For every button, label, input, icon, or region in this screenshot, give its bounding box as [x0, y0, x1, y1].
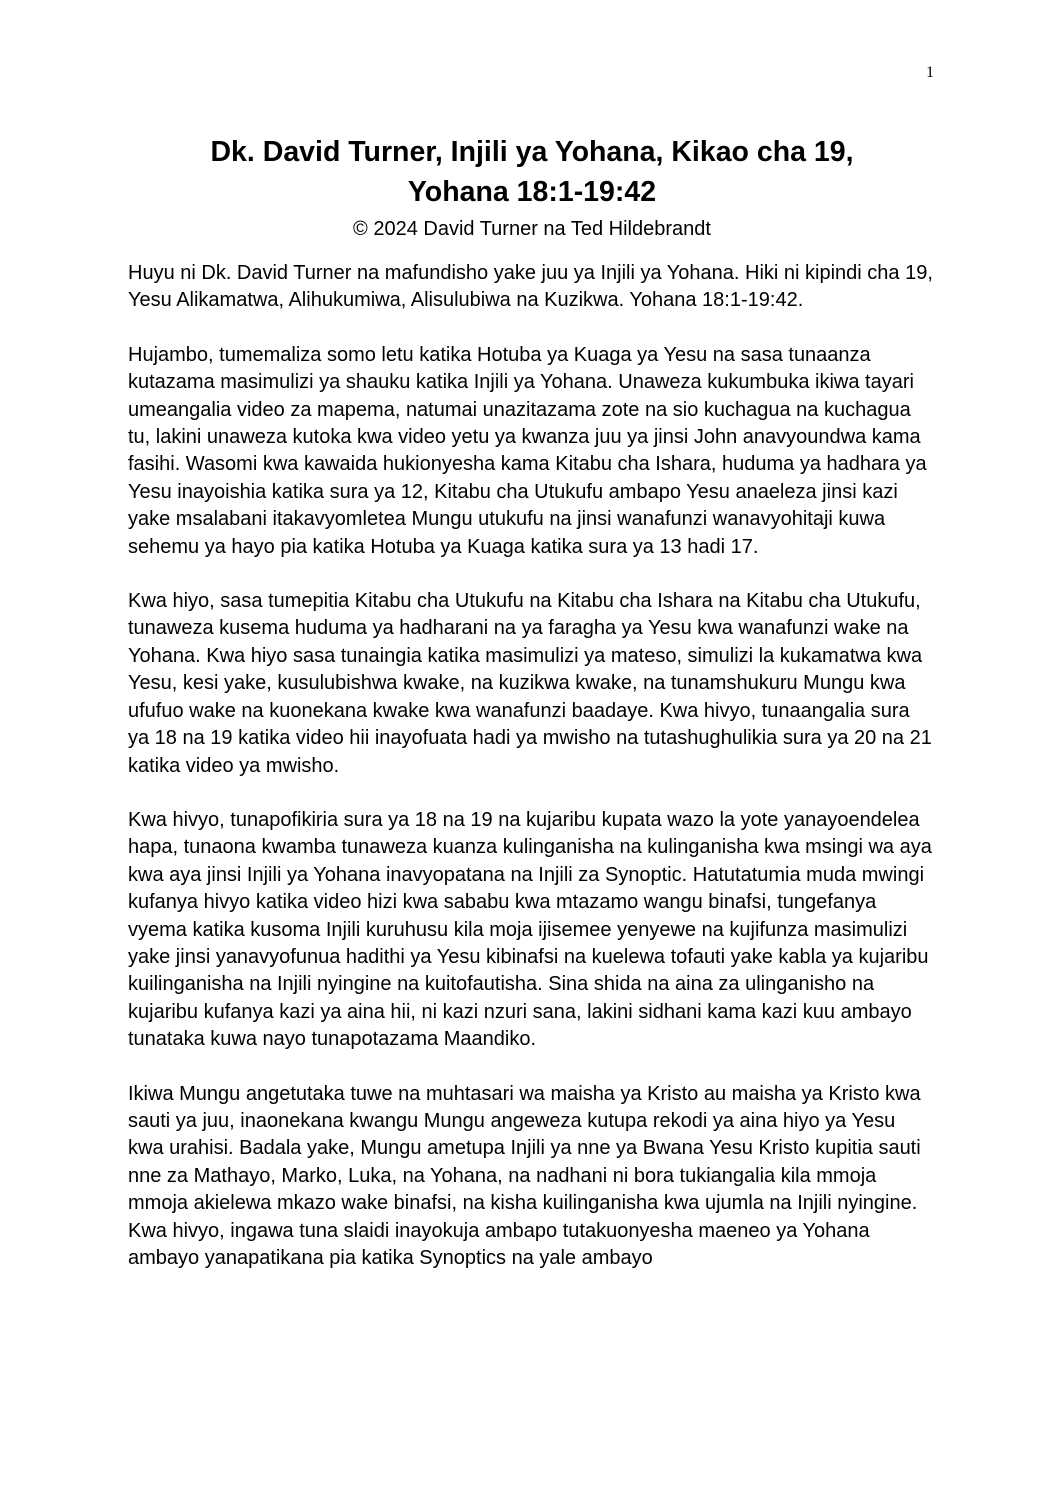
paragraph: Kwa hiyo, sasa tumepitia Kitabu cha Utukufu na Kitabu cha Ishara na Kitabu cha Utukufu, tunaweza kusema huduma ya hadharani na ya faragha ya Yesu kwa wanafunzi wake na Yohana. Kwa hiyo sasa tunaingia katika masimulizi ya mateso, simulizi la kukamatwa kwa Yesu, kesi yake, kusulubishwa kwake, na kuzikwa kwake, na tunamshukuru Mungu kwa ufufuo wake na kuonekana kwake kwa wanafunzi baadaye. Kwa hivyo, tunaangalia sura ya 18 na 19 katika video hii inayofuata hadi ya mwisho na tutashughulikia sura ya 20 na 21 katika video ya mwisho.: [128, 590, 932, 777]
paragraph: Kwa hivyo, tunapofikiria sura ya 18 na 19 na kujaribu kupata wazo la yote yanayoendelea hapa, tunaona kwamba tunaweza kuanza kulinganisha na kulinganisha kwa msingi wa aya kwa aya jinsi Injili ya Yohana inavyopatana na Injili za Synoptic. Hatutatumia muda mwingi kufanya hivyo katika video hizi kwa sababu kwa mtazamo wangu binafsi, tungefanya vyema katika kusoma Injili kuruhusu kila moja ijisemee yenyewe na kujifunza masimulizi yake jinsi yanavyofunua hadithi ya Yesu kibinafsi na kuelewa tofauti yake kabla ya kujaribu kuilinganisha na Injili nyingine na kuitofautisha. Sina shida na aina za ulinganisho na kujaribu kufanya kazi ya aina hii, ni kazi nzuri sana, lakini sidhani kama kazi kuu ambayo tunataka kuwa nayo tunapotazama Maandiko.: [128, 808, 932, 1051]
paragraph: Hujambo, tumemaliza somo letu katika Hotuba ya Kuaga ya Yesu na sasa tunaanza kutazama masimulizi ya shauku katika Injili ya Yohana. Unaweza kukumbuka ikiwa tayari umeangalia video za mapema, natumai unazitazama zote na sio kuchagua na kuchagua tu, lakini unaweza kutoka kwa video yetu ya kwanza juu ya jinsi John anavyoundwa kama fasihi. Wasomi kwa kawaida hukionyesha kama Kitabu cha Ishara, huduma ya hadhara ya Yesu inayoishia katika sura ya 12, Kitabu cha Utukufu ambapo Yesu anaeleza jinsi kazi yake msalabani itakavyomletea Mungu utukufu na jinsi wanafunzi wanavyohitaji kuwa sehemu ya hayo pia katika Hotuba ya Kuaga katika sura ya 13 hadi 17.: [128, 343, 927, 558]
document-title: [128, 132, 936, 212]
title-line-2: Yohana 18:1-19:42: [407, 176, 657, 208]
copyright-line: © 2024 David Turner na Ted Hildebrandt: [353, 218, 711, 240]
document-body: [128, 132, 936, 1299]
page-number: 1: [926, 64, 934, 81]
paragraph: Huyu ni Dk. David Turner na mafundisho yake juu ya Injili ya Yohana. Hiki ni kipindi cha 19, Yesu Alikamatwa, Alihukumiwa, Alisulubiwa na Kuzikwa. Yohana 18:1-19:42.: [128, 262, 933, 312]
paragraph: Ikiwa Mungu angetutaka tuwe na muhtasari wa maisha ya Kristo au maisha ya Kristo kwa sauti ya juu, inaonekana kwangu Mungu angeweza kutupa rekodi ya aina hiyo ya Yesu kwa urahisi. Badala yake, Mungu ametupa Injili ya nne ya Bwana Yesu Kristo kupitia sauti nne za Mathayo, Marko, Luka, na Yohana, na nadhani ni bora tukiangalia kila mmoja mmoja akielewa mkazo wake binafsi, na kisha kuilinganisha kwa ujumla na Injili nyingine. Kwa hivyo, ingawa tuna slaidi inayokuja ambapo tutakuonyesha maeneo ya Yohana ambayo yanapatikana pia katika Synoptics na yale ambayo: [128, 1082, 921, 1269]
title-line-1: Dk. David Turner, Injili ya Yohana, Kikao cha 19,: [210, 136, 854, 168]
body-text: [128, 260, 936, 1272]
